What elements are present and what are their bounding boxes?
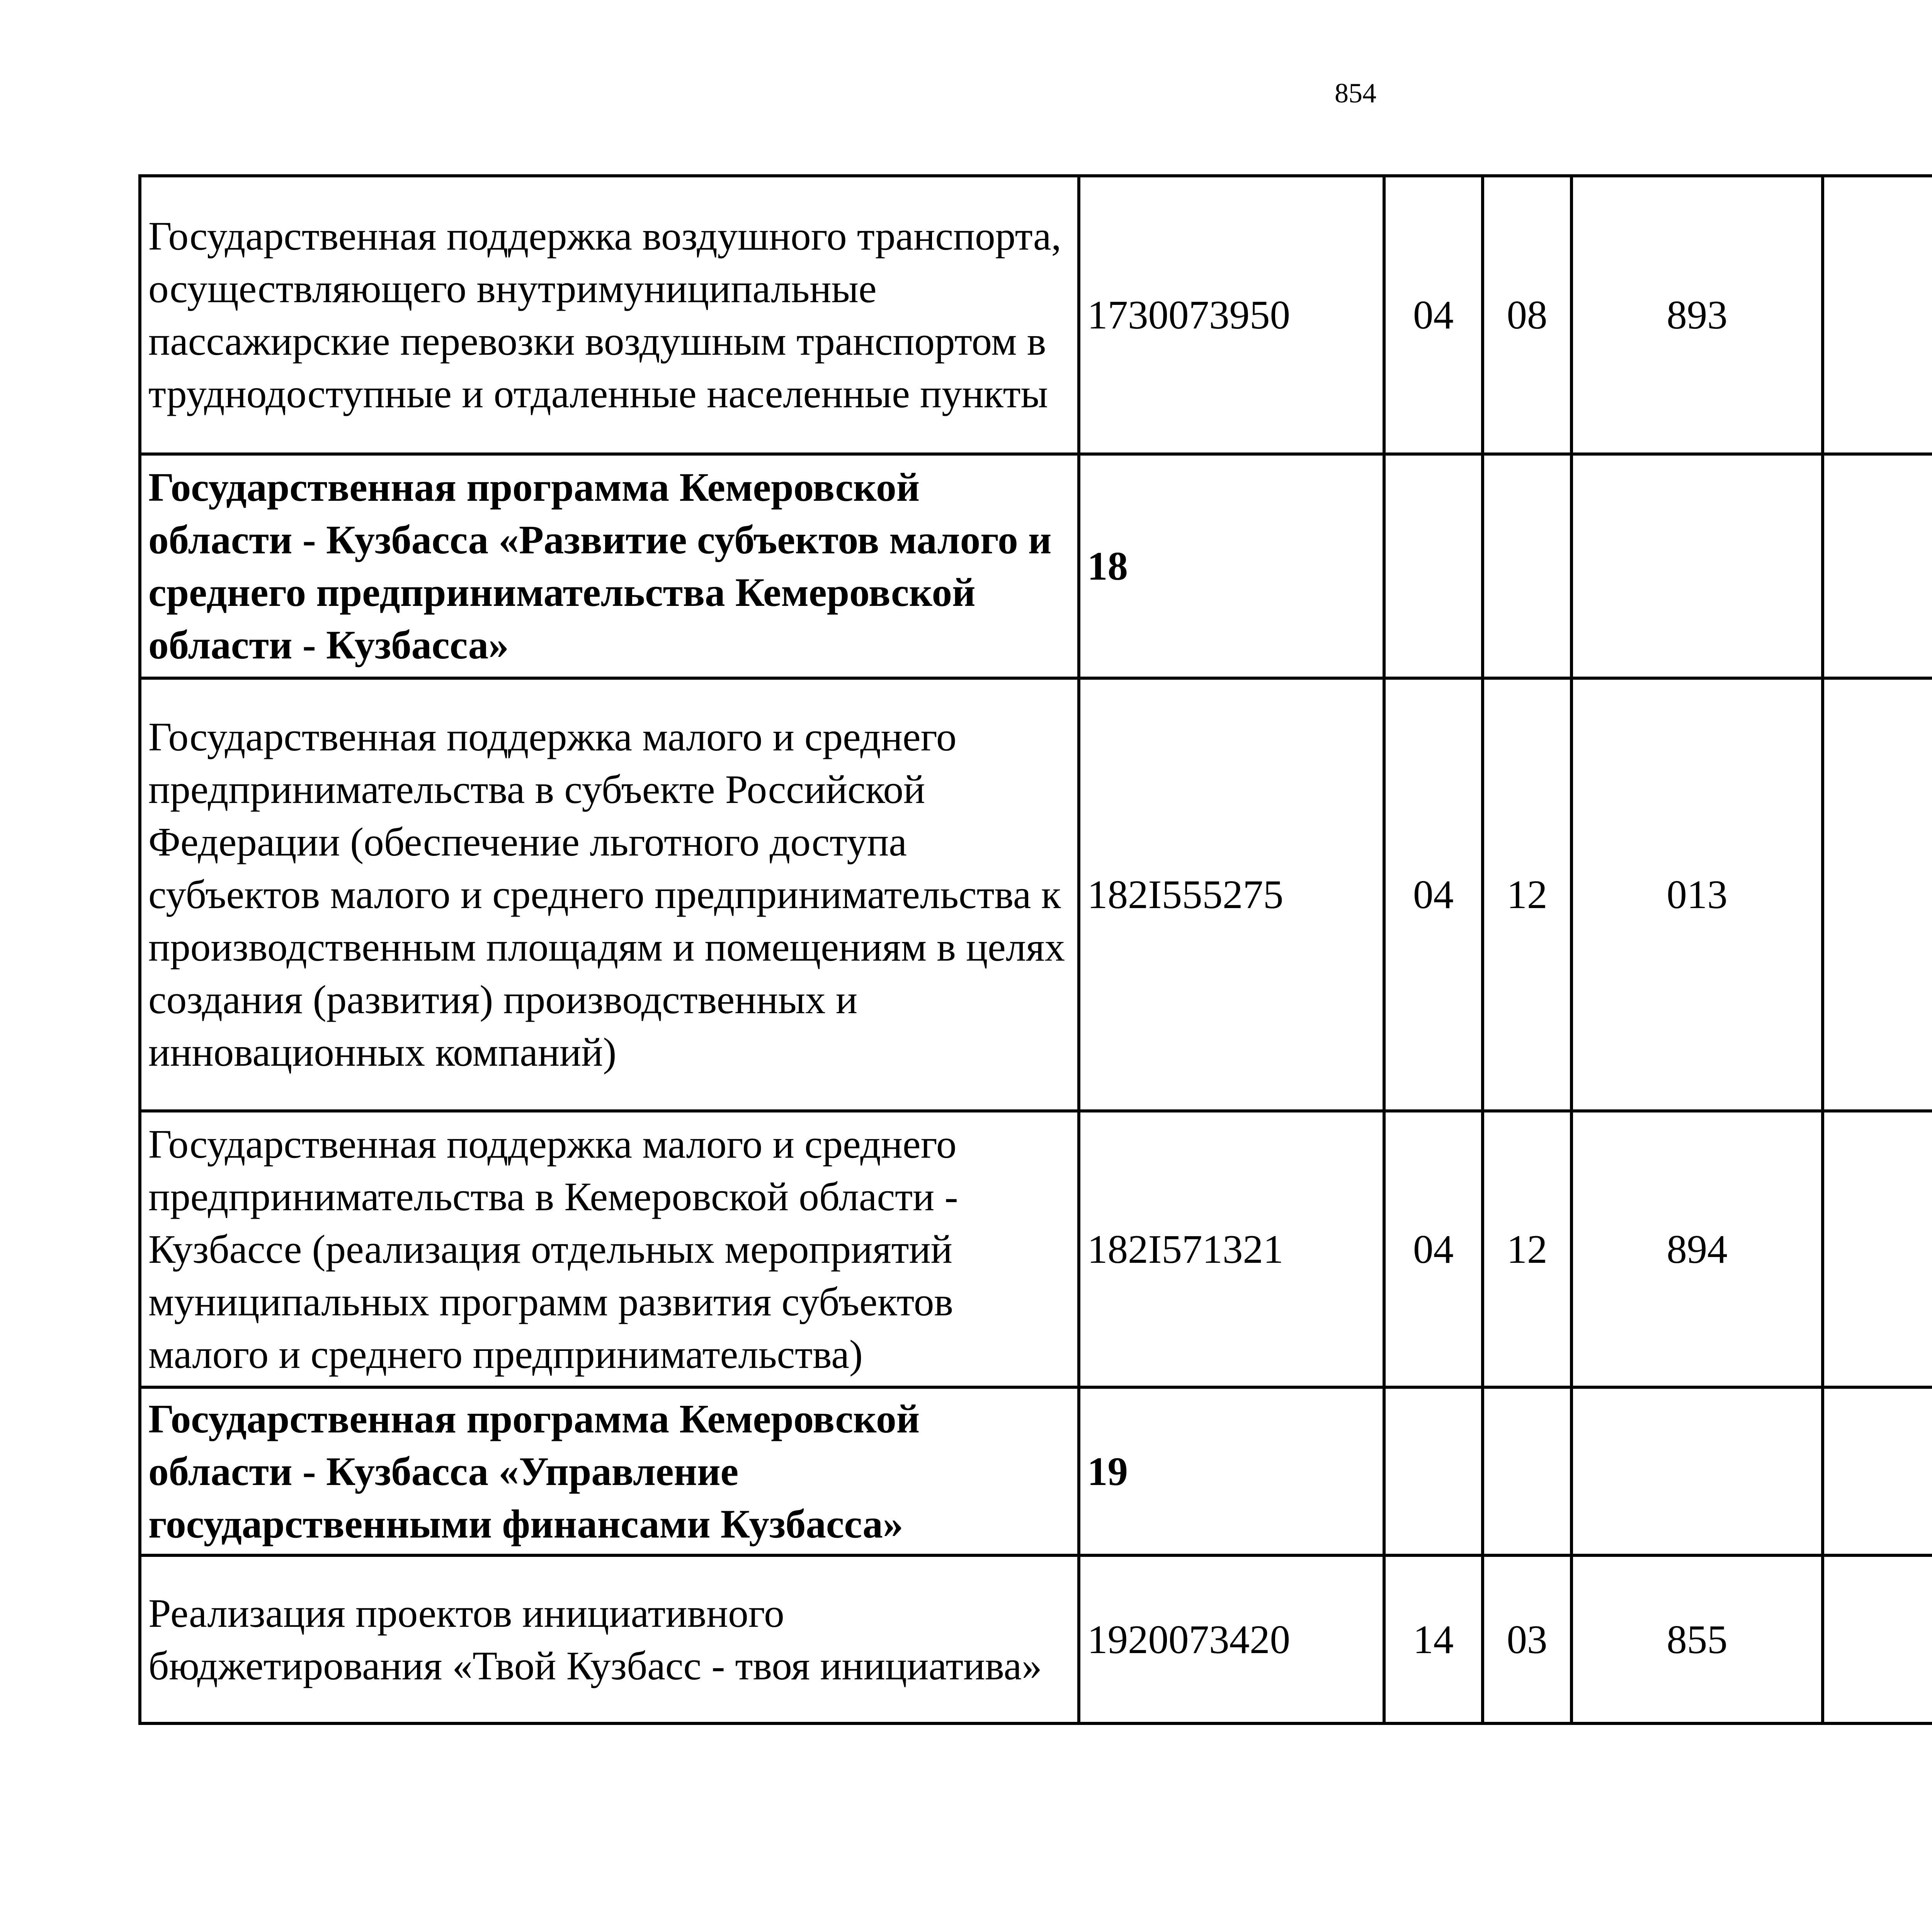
row-sum-year-1	[1823, 678, 1932, 1111]
row-expense-type: 894	[1571, 1111, 1823, 1387]
row-section: 04	[1384, 176, 1483, 454]
table-row	[140, 1111, 1932, 1387]
row-expense-type: 855	[1571, 1555, 1823, 1723]
row-subsection: 12	[1483, 678, 1571, 1111]
row-section	[1384, 454, 1483, 678]
budget-table	[138, 174, 1932, 1725]
row-section: 14	[1384, 1555, 1483, 1723]
row-name: Государственная поддержка малого и среднего предпринимательства в субъекте Российской Федерации (обеспечение льготного доступа субъектов малого и среднего предпринимательства к производственным площадям и помещениям в целях создания (развития) производственных и инновационных компаний)	[140, 678, 1079, 1111]
row-sum-year-1	[1823, 454, 1932, 678]
row-section	[1384, 1387, 1483, 1555]
row-target-code: 182I555275	[1079, 678, 1384, 1111]
row-subsection	[1483, 1387, 1571, 1555]
table-row	[140, 176, 1932, 454]
row-subsection: 12	[1483, 1111, 1571, 1387]
row-sum-year-1	[1823, 1555, 1932, 1723]
row-target-code: 19	[1079, 1387, 1384, 1555]
row-target-code: 182I571321	[1079, 1111, 1384, 1387]
table-row-program	[140, 454, 1932, 678]
page-number: 854	[1335, 78, 1376, 109]
row-section: 04	[1384, 678, 1483, 1111]
row-target-code: 1920073420	[1079, 1555, 1384, 1723]
table-row-program	[140, 1387, 1932, 1555]
row-name: Государственная поддержка малого и среднего предпринимательства в Кемеровской области - Кузбассе (реализация отдельных мероприятий муниципальных программ развития субъектов малого и среднего предпринимательства)	[140, 1111, 1079, 1387]
row-sum-year-1	[1823, 1387, 1932, 1555]
row-sum-year-1	[1823, 1111, 1932, 1387]
row-expense-type	[1571, 1387, 1823, 1555]
table-row	[140, 1555, 1932, 1723]
row-subsection	[1483, 454, 1571, 678]
row-name: Государственная поддержка воздушного транспорта, осуществляющего внутримуниципальные пассажирские перевозки воздушным транспортом в труднодоступные и отдаленные населенные пункты	[140, 176, 1079, 454]
table-row	[140, 678, 1932, 1111]
row-subsection: 08	[1483, 176, 1571, 454]
row-expense-type	[1571, 454, 1823, 678]
row-name: Государственная программа Кемеровской области - Кузбасса «Управление государственными финансами Кузбасса»	[140, 1387, 1079, 1555]
row-subsection: 03	[1483, 1555, 1571, 1723]
row-expense-type: 013	[1571, 678, 1823, 1111]
row-section: 04	[1384, 1111, 1483, 1387]
row-expense-type: 893	[1571, 176, 1823, 454]
row-name: Государственная программа Кемеровской области - Кузбасса «Развитие субъектов малого и среднего предпринимательства Кемеровской области - Кузбасса»	[140, 454, 1079, 678]
row-target-code: 1730073950	[1079, 176, 1384, 454]
row-target-code: 18	[1079, 454, 1384, 678]
row-sum-year-1	[1823, 176, 1932, 454]
row-name: Реализация проектов инициативного бюджетирования «Твой Кузбасс - твоя инициатива»	[140, 1555, 1079, 1723]
